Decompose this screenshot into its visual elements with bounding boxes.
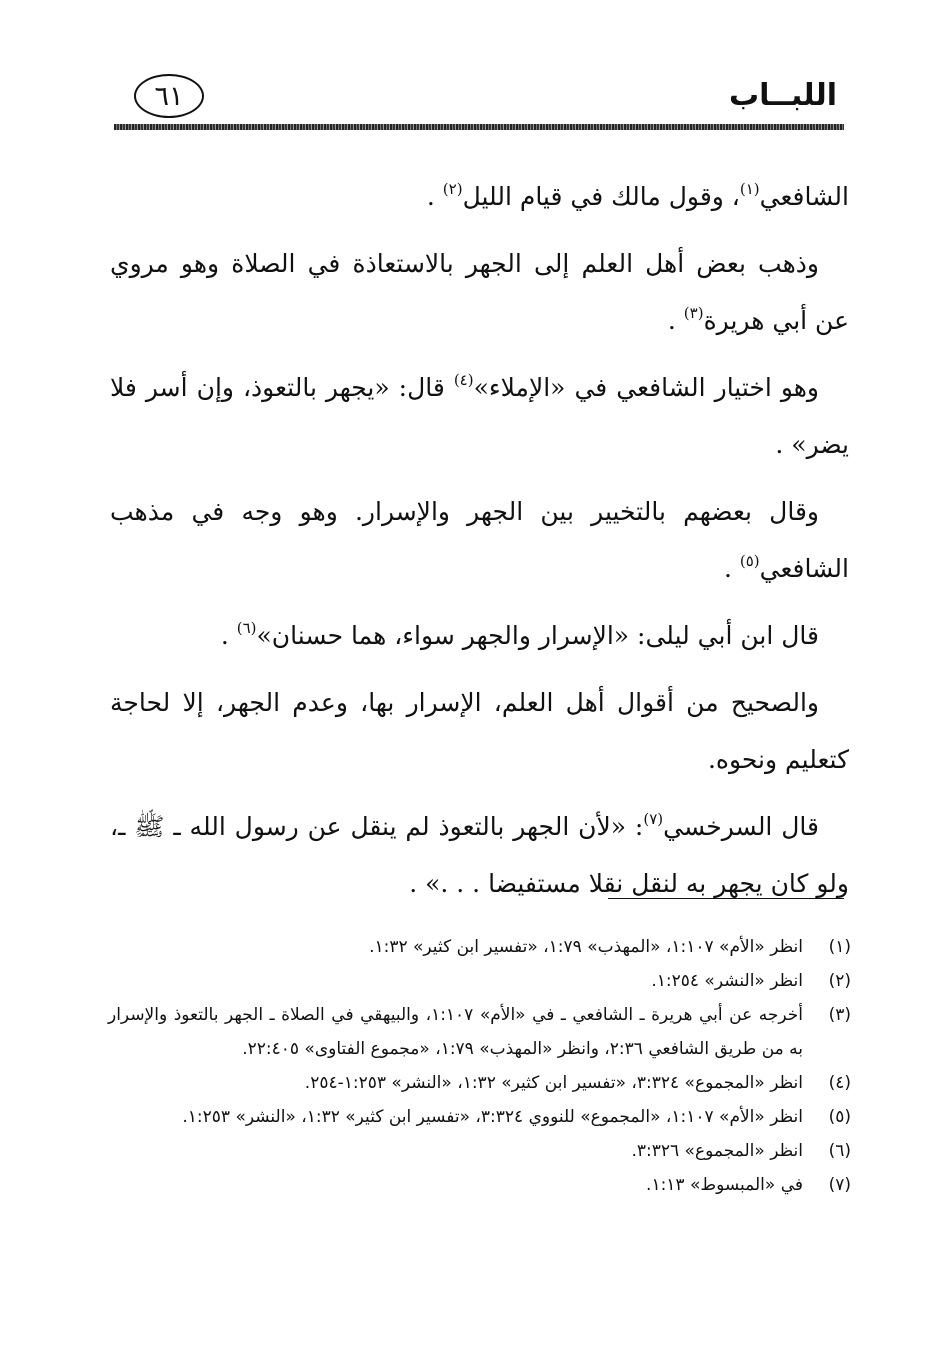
paragraph-4-text-b: . bbox=[723, 554, 740, 583]
footnote-4 bbox=[108, 1066, 851, 1100]
page-number: ٦١ bbox=[154, 80, 184, 112]
footnote-ref-4: (٤) bbox=[453, 371, 474, 389]
paragraph-1 bbox=[110, 168, 849, 225]
footnote-ref-3: (٣) bbox=[683, 304, 704, 322]
footnote-3 bbox=[108, 998, 851, 1066]
footnote-separator bbox=[608, 898, 844, 899]
paragraph-6: والصحيح من أقوال أهل العلم، الإسرار بها، وعدم الجهر، إلا لحاجة كتعليم ونحوه. bbox=[110, 688, 849, 774]
footnote-ref-5: (٥) bbox=[739, 552, 760, 570]
footnote-ref-2: (٢) bbox=[442, 180, 463, 198]
paragraph-2-text-a: وذهب بعض أهل العلم إلى الجهر بالاستعاذة في الصلاة وهو مروي عن أبي هريرة bbox=[110, 249, 849, 335]
running-header-title: اللبــاب bbox=[729, 78, 837, 113]
paragraph-2 bbox=[110, 235, 849, 349]
footnote-2 bbox=[108, 964, 851, 998]
main-text bbox=[110, 168, 849, 922]
paragraph-5-text-a: قال ابن أبي ليلى: «الإسرار والجهر سواء، هما حسنان» bbox=[256, 621, 819, 650]
footnote-number: (٤) bbox=[828, 1073, 851, 1093]
paragraph-3 bbox=[110, 359, 849, 473]
paragraph-1-text-b: ، وقول مالك في قيام الليل bbox=[462, 182, 740, 211]
paragraph-4-text-a: وقال بعضهم بالتخيير بين الجهر والإسرار. وهو وجه في مذهب الشافعي bbox=[110, 497, 849, 583]
paragraph-2-text-b: . bbox=[667, 306, 684, 335]
paragraph-4 bbox=[110, 483, 849, 597]
footnote-text: انظر «النشر» ١:٢٥٤. bbox=[651, 971, 803, 991]
footnote-text: انظر «المجموع» ٣:٣٢٤، «تفسير ابن كثير» ١:٣٢، «النشر» ١:٢٥٣-٢٥٤. bbox=[304, 1073, 803, 1093]
paragraph-5-text-b: . bbox=[220, 621, 237, 650]
paragraph-7-text-a: قال السرخسي bbox=[663, 812, 819, 841]
footnote-6 bbox=[108, 1134, 851, 1168]
footnote-7 bbox=[108, 1168, 851, 1202]
footnote-text: انظر «الأم» ١:١٠٧، «المجموع» للنووي ٣:٣٢٤، «تفسير ابن كثير» ١:٣٢، «النشر» ١:٢٥٣. bbox=[182, 1107, 803, 1127]
footnote-number: (٣) bbox=[828, 1005, 851, 1025]
footnotes bbox=[108, 930, 851, 1202]
paragraph-1-text-a: الشافعي bbox=[759, 182, 849, 211]
header-divider bbox=[114, 124, 844, 130]
footnote-ref-6: (٦) bbox=[236, 619, 257, 637]
paragraph-7-text-b: : «لأن الجهر بالتعوذ لم ينقل عن رسول الله ـ ﷺ ـ، ولو كان يجهر به لنقل نقلا مستفيضا . . .» . bbox=[110, 812, 849, 898]
footnote-number: (٥) bbox=[828, 1107, 851, 1127]
paragraph-1-text-c: . bbox=[426, 182, 443, 211]
footnote-number: (١) bbox=[828, 937, 851, 957]
paragraph-5 bbox=[110, 607, 849, 664]
footnote-1 bbox=[108, 930, 851, 964]
paragraph-3-text-b: قال: «يجهر بالتعوذ، وإن أسر فلا يضر» . bbox=[110, 373, 849, 459]
footnote-text: في «المبسوط» ١:١٣. bbox=[646, 1175, 803, 1195]
footnote-text: أخرجه عن أبي هريرة ـ الشافعي ـ في «الأم» ١:١٠٧، والبيهقي في الصلاة ـ الجهر بالتعوذ والإسرار به من طريق الشافعي ٢:٣٦، وانظر «المهذب» ١:٧٩، «مجموع الفتاوى» ٢٢:٤٠٥. bbox=[108, 1005, 803, 1059]
footnote-number: (٢) bbox=[828, 971, 851, 991]
footnote-number: (٧) bbox=[828, 1175, 851, 1195]
footnote-number: (٦) bbox=[828, 1141, 851, 1161]
paragraph-7 bbox=[110, 798, 849, 912]
footnote-5 bbox=[108, 1100, 851, 1134]
footnote-text: انظر «المجموع» ٣:٣٢٦. bbox=[631, 1141, 803, 1161]
page-number-badge bbox=[134, 74, 204, 118]
footnote-ref-1: (١) bbox=[739, 180, 760, 198]
footnote-ref-7: (٧) bbox=[643, 810, 664, 828]
footnote-text: انظر «الأم» ١:١٠٧، «المهذب» ١:٧٩، «تفسير ابن كثير» ١:٣٢. bbox=[369, 937, 803, 957]
paragraph-3-text-a: وهو اختيار الشافعي في «الإملاء» bbox=[473, 373, 819, 402]
